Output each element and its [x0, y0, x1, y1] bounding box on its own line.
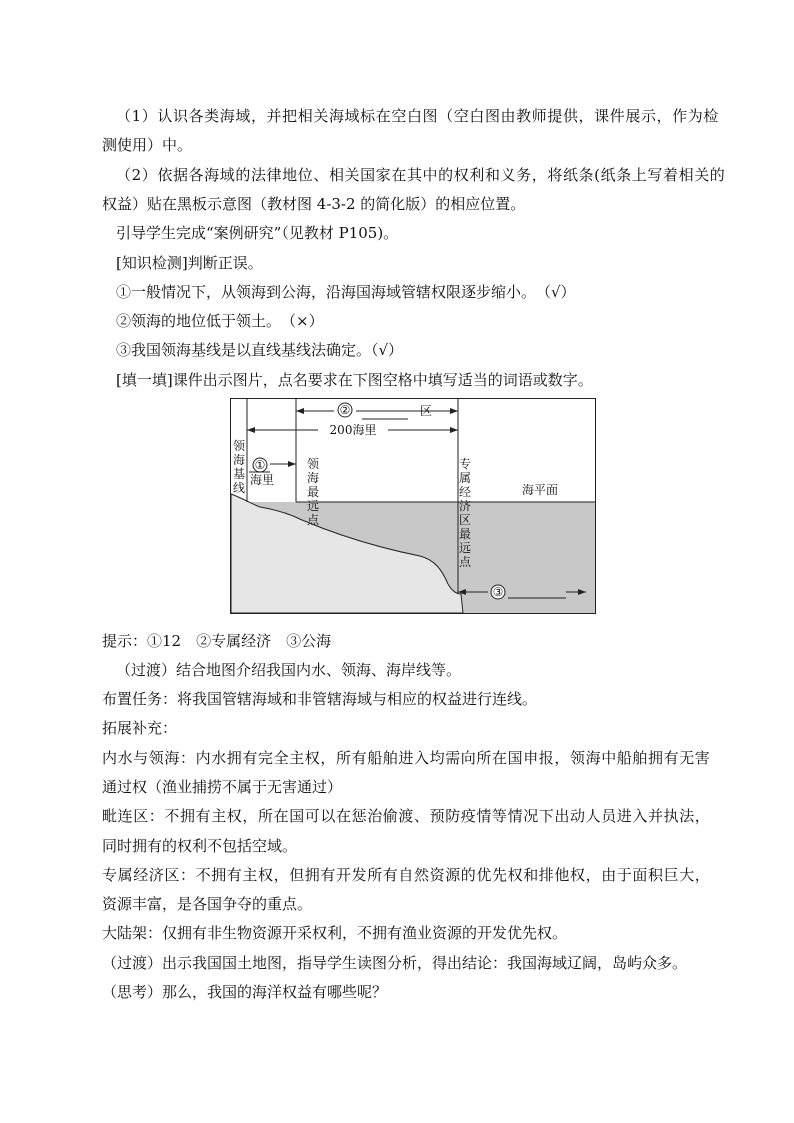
eez-limit-label-3: 经	[459, 485, 472, 499]
paragraph-fill-in: [填一填]课件出示图片，点名要求在下图空格中填写适当的词语或数字。	[116, 371, 593, 389]
paragraph-check-1: ①一般情况下，从领海到公海，沿海国海域管辖权限逐步缩小。 （√）	[116, 283, 576, 301]
blank2-suffix: 区	[420, 404, 433, 418]
eez-limit-label-7: 远	[459, 541, 472, 555]
baseline-label-2: 海	[233, 453, 246, 467]
territorial-limit-label-2: 海	[307, 471, 320, 485]
distance-200nm-label: 200海里	[329, 423, 377, 437]
paragraph-think: （思考）那么，我国的海洋权益有哪些呢？	[102, 983, 388, 1001]
paragraph-check-3: ③我国领海基线是以直线基线法确定。（√）	[116, 341, 404, 359]
paragraph-task-2a: （2）依据各海域的法律地位、相关国家在其中的权利和义务，将纸条(纸条上写着相关的	[116, 166, 726, 184]
paragraph-eez-b: 资源丰富，是各国争夺的重点。	[102, 895, 313, 913]
paragraph-contiguous-zone-b: 同时拥有的权利不包括空域。	[102, 837, 298, 855]
paragraph-extension: 拓展补充：	[102, 719, 178, 737]
blank1-label: ①	[254, 458, 266, 472]
paragraph-assign-task: 布置任务：将我国管辖海域和非管辖海域与相应的权益进行连线。	[102, 690, 538, 708]
baseline-label-1: 领	[233, 439, 246, 453]
paragraph-hint: 提示：①12 ②专属经济 ③公海	[102, 632, 332, 650]
territorial-limit-label-3: 最	[307, 485, 320, 499]
blank2-label: ②	[339, 403, 351, 417]
sea-zone-diagram	[230, 398, 596, 614]
paragraph-eez-a: 专属经济区：不拥有主权，但拥有开发所有自然资源的优先权和排他权，由于面积巨大，	[102, 866, 711, 884]
paragraph-transition-1: （过渡）结合地图介绍我国内水、领海、海岸线等。	[116, 661, 462, 679]
paragraph-task-1a: （1）认识各类海域，并把相关海域标在空白图（空白图由教师提供，课件展示，作为检	[116, 107, 719, 125]
eez-limit-label-8: 点	[459, 555, 472, 569]
paragraph-internal-waters-b: 通过权（渔业捕捞不属于无害通过）	[102, 778, 343, 796]
eez-limit-label-6: 最	[459, 527, 472, 541]
paragraph-task-1b: 测使用）中。	[102, 136, 193, 154]
sea-level-label: 海平面	[522, 483, 559, 497]
paragraph-transition-2: （过渡）出示我国国土地图，指导学生读图分析，得出结论：我国海域辽阔，岛屿众多。	[102, 954, 688, 972]
paragraph-case-study: 引导学生完成“案例研究”（见教材 P105)。	[116, 224, 399, 242]
paragraph-check-2: ②领海的地位低于领土。 （×）	[116, 312, 324, 330]
eez-limit-label-2: 属	[459, 471, 472, 485]
eez-limit-label-4: 济	[459, 499, 472, 513]
baseline-label-3: 基	[233, 467, 246, 481]
baseline-label-4: 线	[233, 481, 246, 495]
paragraph-continental-shelf: 大陆架：仅拥有非生物资源开采权利，不拥有渔业资源的开发优先权。	[102, 924, 568, 942]
eez-limit-label-1: 专	[459, 457, 472, 471]
territorial-limit-label-4: 远	[307, 499, 320, 513]
blank1-suffix: 海里	[250, 473, 275, 487]
paragraph-internal-waters-a: 内水与领海：内水拥有完全主权，所有船舶进入均需向所在国申报，领海中船舶拥有无害	[102, 749, 711, 767]
paragraph-task-2b: 权益）贴在黑板示意图（教材图 4-3-2 的简化版）的相应位置。	[102, 195, 526, 213]
paragraph-contiguous-zone-a: 毗连区：不拥有主权，所在国可以在惩治偷渡、预防疫情等情况下出动人员进入并执法，	[102, 807, 711, 825]
territorial-limit-label-1: 领	[307, 457, 320, 471]
eez-limit-label-5: 区	[459, 513, 472, 527]
paragraph-knowledge-check: [知识检测]判断正误。	[116, 254, 263, 272]
blank3-label: ③	[492, 585, 504, 599]
territorial-limit-label-5: 点	[307, 513, 320, 527]
